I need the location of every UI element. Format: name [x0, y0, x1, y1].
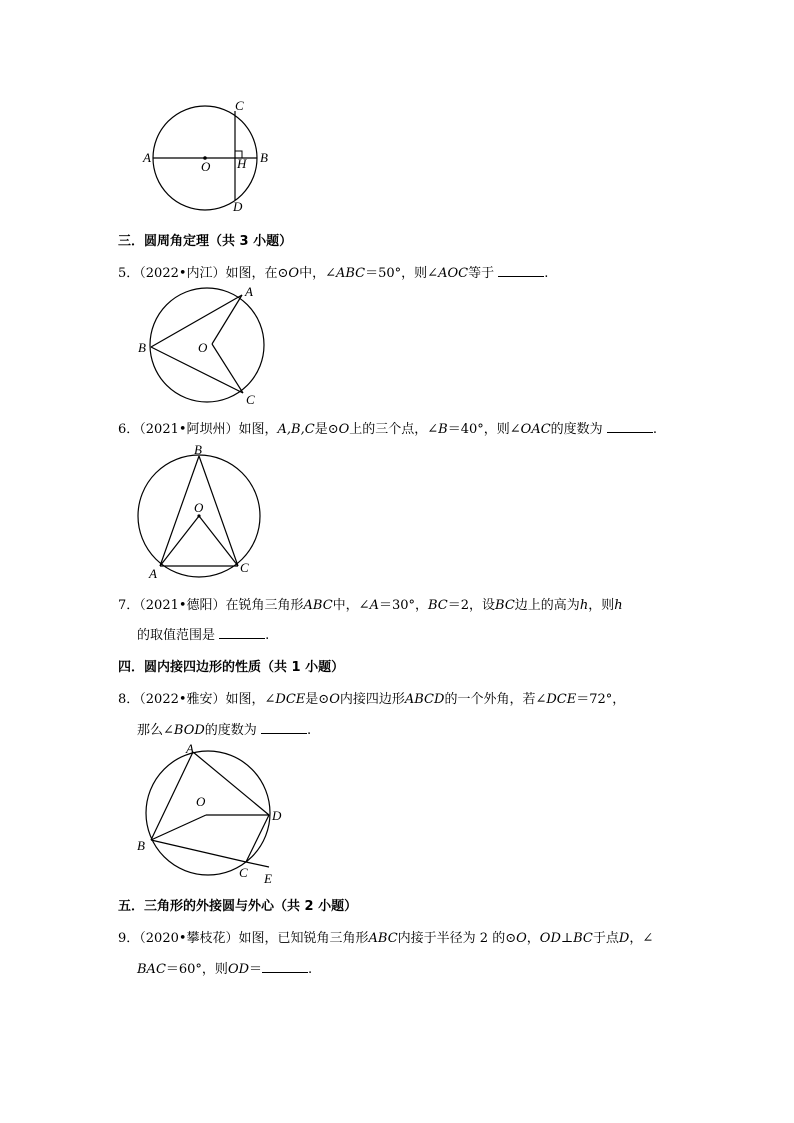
- q8-bod: BOD: [173, 723, 205, 738]
- label-c: C: [239, 865, 248, 880]
- q6-end: .: [652, 422, 657, 437]
- q7-prefix: 7．（2021•德阳）在锐角三角形: [118, 598, 304, 613]
- answer-blank-q8[interactable]: [261, 723, 307, 734]
- q7-mid4: 边上的高为: [514, 598, 580, 613]
- q9-mid5: ，∠: [629, 931, 654, 946]
- question-8-line2: [137, 719, 311, 738]
- q5-end: .: [544, 266, 549, 281]
- q5-o: O: [288, 266, 300, 281]
- label-h: H: [237, 156, 247, 171]
- q8-abcd: ABCD: [404, 692, 445, 707]
- q8-dce2: DCE: [546, 692, 577, 707]
- q9-end: .: [308, 962, 313, 977]
- q8-mid3: 的一个外角，若∠: [444, 692, 547, 707]
- figure-q8: [133, 740, 303, 890]
- label-o: O: [201, 159, 211, 174]
- label-o: O: [196, 794, 206, 809]
- q7-end: .: [265, 628, 270, 643]
- q9-d: D: [618, 931, 630, 946]
- label-b: B: [137, 838, 145, 853]
- q5-mid1: 中，∠: [299, 266, 336, 281]
- q7-bc2: BC: [495, 598, 515, 613]
- q9-bc: BC: [573, 931, 593, 946]
- q8-o: O: [329, 692, 340, 707]
- label-c: C: [240, 560, 249, 575]
- label-a: A: [149, 566, 157, 581]
- label-c: C: [246, 392, 255, 407]
- q6-mid3: ＝40°，则∠: [447, 422, 521, 437]
- label-a: A: [186, 741, 194, 756]
- segment-oc: [199, 516, 238, 566]
- q8-dce: DCE: [275, 692, 306, 707]
- segment-bc: [151, 347, 243, 393]
- q8-mid4: ＝72°，: [576, 692, 626, 707]
- q5-aoc: AOC: [438, 266, 469, 281]
- figure-q6: [135, 442, 285, 582]
- q9-mid3: ⊥: [560, 931, 574, 946]
- q7-mid5: ，则: [588, 598, 615, 613]
- q7-line2: 的取值范围是: [137, 628, 216, 643]
- segment-ab: [151, 752, 193, 840]
- answer-blank-q5[interactable]: [498, 266, 544, 277]
- segment-dc: [246, 815, 269, 862]
- q9-abc: ABC: [368, 931, 398, 946]
- q6-o: O: [338, 422, 350, 437]
- q9-od: OD: [539, 931, 561, 946]
- section-heading-3: 三．圆周角定理（共 3 小题）: [118, 234, 293, 249]
- label-d: D: [272, 808, 282, 823]
- label-o: O: [198, 340, 208, 355]
- q6-abc: A,B,C: [277, 422, 315, 437]
- q8-mid1: 是⊙: [305, 692, 330, 707]
- q7-a: A: [369, 598, 379, 613]
- label-b: B: [138, 340, 146, 355]
- q7-mid1: 中，∠: [332, 598, 370, 613]
- answer-blank-q7[interactable]: [219, 628, 265, 639]
- label-o: O: [194, 500, 204, 515]
- segment-oa: [212, 295, 242, 344]
- q7-h: h: [579, 598, 589, 613]
- label-d: D: [233, 199, 243, 214]
- q7-mid3: ＝2，设: [447, 598, 496, 613]
- q9-od2: OD: [227, 962, 250, 977]
- figure-q5: [135, 280, 285, 410]
- section-heading-5: 五．三角形的外接圆与外心（共 2 小题）: [118, 899, 358, 914]
- q6-oac: OAC: [520, 422, 551, 437]
- q9-mid1: 内接于半径为 2 的⊙: [397, 931, 517, 946]
- question-5: [118, 262, 548, 281]
- q6-b: B: [438, 422, 448, 437]
- q9-line2-eq: ＝: [249, 962, 263, 977]
- q6-mid1: 是⊙: [314, 422, 339, 437]
- q7-h2: h: [614, 598, 623, 613]
- segment-ba: [151, 295, 242, 347]
- answer-blank-q6[interactable]: [607, 422, 653, 433]
- q5-mid2: ＝50°，则∠: [365, 266, 439, 281]
- label-b: B: [260, 150, 268, 165]
- q5-abc: ABC: [336, 266, 366, 281]
- q6-mid2: 上的三个点，∠: [349, 422, 439, 437]
- q9-mid4: 于点: [592, 931, 619, 946]
- figure-circle-diameter-chord: [140, 96, 340, 226]
- q5-prefix: 5．（2022•内江）如图，在⊙: [118, 266, 289, 281]
- circle-o: [146, 751, 270, 875]
- q7-bc: BC: [428, 598, 448, 613]
- label-e: E: [264, 871, 272, 886]
- segment-ob: [151, 815, 206, 840]
- question-7: [118, 594, 623, 613]
- q9-line2-bac: BAC: [137, 962, 166, 977]
- label-a: A: [143, 150, 151, 165]
- q8-line2-prefix: 那么∠: [137, 723, 174, 738]
- q8-end: .: [306, 723, 312, 738]
- question-9-line2: [137, 958, 312, 977]
- q6-prefix: 6．（2021•阿坝州）如图，: [118, 422, 278, 437]
- answer-blank-q9[interactable]: [262, 962, 308, 973]
- segment-oa: [160, 516, 199, 566]
- q9-mid2: ，: [526, 931, 540, 946]
- question-8: [118, 688, 625, 707]
- section-heading-4: 四．圆内接四边形的性质（共 1 小题）: [118, 660, 345, 675]
- q8-prefix: 8．（2022•雅安）如图，∠: [118, 692, 276, 707]
- label-c: C: [235, 98, 244, 113]
- question-9: [118, 927, 653, 946]
- q6-suffix: 的度数为: [550, 422, 603, 437]
- q9-line2-mid: ＝60°，则: [165, 962, 228, 977]
- q9-prefix: 9．（2020•攀枝花）如图，已知锐角三角形: [118, 931, 369, 946]
- q7-mid2: ＝30°，: [378, 598, 429, 613]
- q8-line2-suffix: 的度数为: [204, 723, 257, 738]
- question-7-line2: [137, 624, 269, 643]
- q7-abc: ABC: [303, 598, 333, 613]
- q8-mid2: 内接四边形: [339, 692, 405, 707]
- q5-suffix: 等于: [468, 266, 495, 281]
- label-a: A: [245, 284, 253, 299]
- segment-ce-extension: [246, 862, 269, 867]
- label-b: B: [194, 442, 202, 457]
- segment-bc: [199, 456, 238, 566]
- question-6: [118, 418, 657, 437]
- q9-o: O: [516, 931, 527, 946]
